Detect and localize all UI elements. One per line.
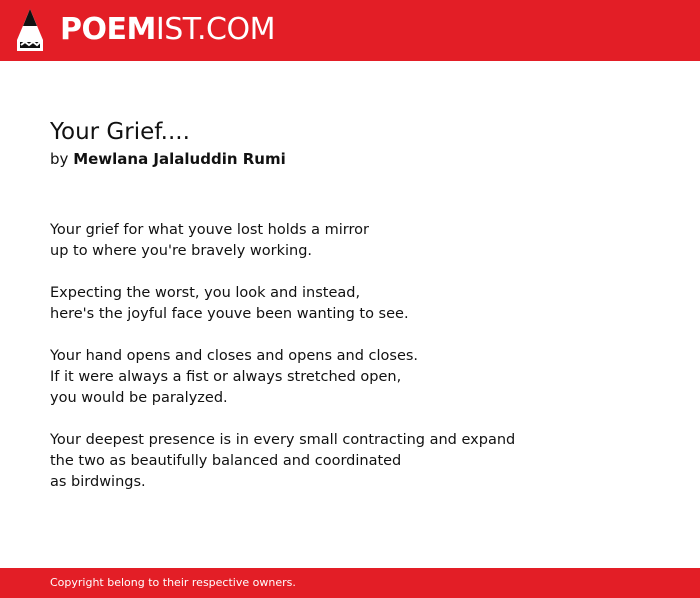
poem-line: as birdwings. bbox=[50, 474, 146, 490]
site-header bbox=[0, 0, 700, 61]
poem-stanza bbox=[50, 220, 670, 262]
pencil-icon bbox=[16, 9, 44, 51]
copyright-text: Copyright belong to their respective owners. bbox=[50, 576, 296, 589]
poem-body bbox=[50, 220, 670, 493]
poem-line: If it were always a fist or always stretched open, bbox=[50, 369, 402, 385]
poem-line: here's the joyful face youve been wanting to see. bbox=[50, 306, 409, 322]
site-footer bbox=[0, 568, 700, 598]
poem-line: Your grief for what youve lost holds a mirror bbox=[50, 222, 369, 238]
poem-line: Expecting the worst, you look and instead, bbox=[50, 285, 361, 301]
site-brand bbox=[60, 9, 275, 51]
poem-stanza bbox=[50, 346, 670, 409]
byline-prefix: by bbox=[50, 150, 69, 168]
poem-line: up to where you're bravely working. bbox=[50, 243, 313, 259]
poem-content bbox=[50, 116, 670, 514]
poem-line: Your hand opens and closes and opens and closes. bbox=[50, 348, 419, 364]
poem-line: Your deepest presence is in every small contracting and expand bbox=[50, 432, 516, 448]
brand-bold-text: POEM bbox=[60, 12, 156, 47]
poem-title: Your Grief.... bbox=[50, 119, 190, 145]
poem-byline bbox=[50, 148, 670, 170]
poem-stanza bbox=[50, 430, 670, 493]
author-link[interactable]: Mewlana Jalaluddin Rumi bbox=[73, 150, 286, 168]
brand-light-text: IST.COM bbox=[155, 12, 275, 47]
poem-stanza bbox=[50, 283, 670, 325]
poem-line: the two as beautifully balanced and coordinated bbox=[50, 453, 402, 469]
poem-line: you would be paralyzed. bbox=[50, 390, 228, 406]
site-logo-link[interactable] bbox=[16, 9, 275, 51]
